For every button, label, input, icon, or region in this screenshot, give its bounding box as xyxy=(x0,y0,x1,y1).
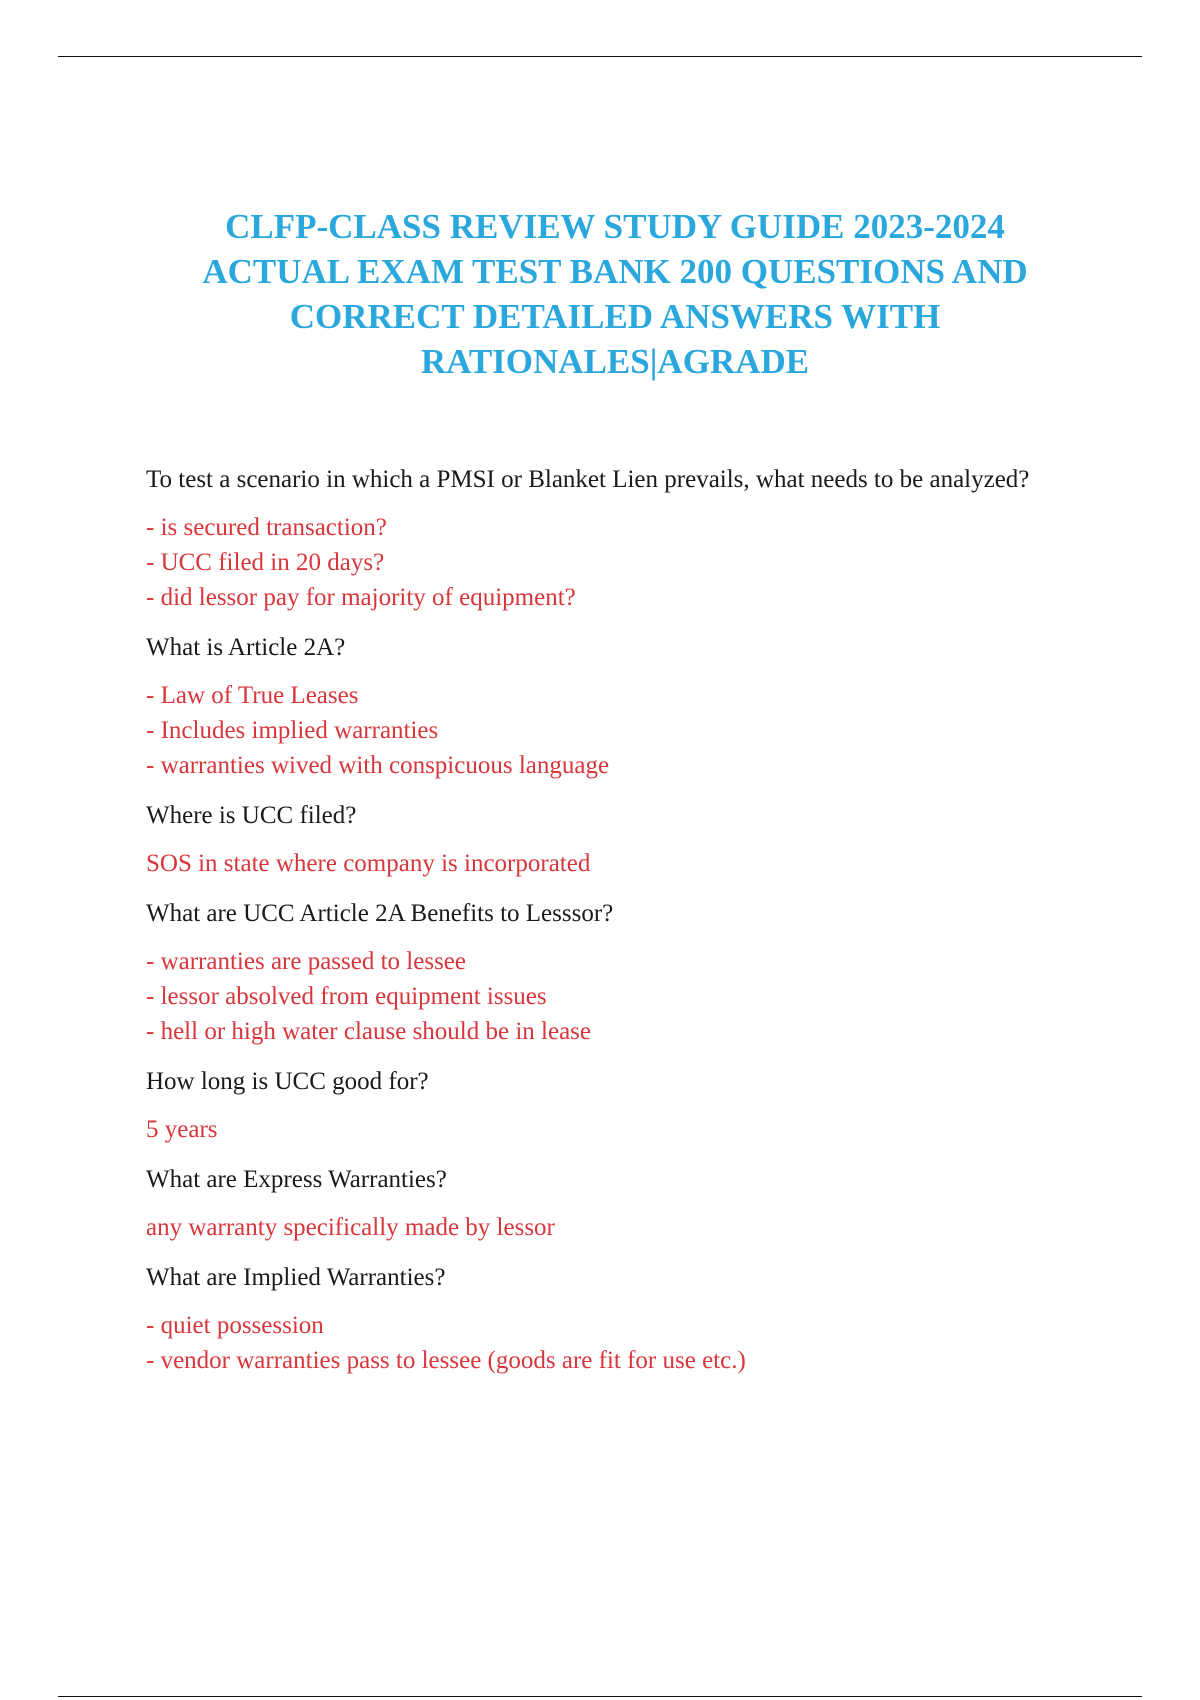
answer xyxy=(146,678,1066,783)
question: To test a scenario in which a PMSI or Blanket Lien prevails, what needs to be analyzed? xyxy=(146,466,1030,493)
question: How long is UCC good for? xyxy=(146,1068,429,1095)
question: Where is UCC filed? xyxy=(146,802,357,829)
bottom-rule xyxy=(58,1696,1142,1697)
answer-line: - did lessor pay for majority of equipment? xyxy=(146,584,576,611)
answer-line: - vendor warranties pass to lessee (goods are fit for use etc.) xyxy=(146,1347,746,1374)
qa-item xyxy=(146,1162,1066,1245)
qa-item xyxy=(146,798,1066,881)
title-line: CORRECT DETAILED ANSWERS WITH xyxy=(289,297,941,336)
qa-item xyxy=(146,896,1066,1049)
answer-line: 5 years xyxy=(146,1116,218,1143)
answer xyxy=(146,1210,1066,1245)
question: What are Express Warranties? xyxy=(146,1166,447,1193)
answer xyxy=(146,510,1066,615)
answer-line: any warranty specifically made by lessor xyxy=(146,1214,555,1241)
answer-line: - quiet possession xyxy=(146,1312,324,1339)
question: What are Implied Warranties? xyxy=(146,1264,446,1291)
answer-line: - is secured transaction? xyxy=(146,514,387,541)
qa-item xyxy=(146,1260,1066,1378)
answer-line: - Includes implied warranties xyxy=(146,717,439,744)
qa-item xyxy=(146,462,1066,615)
qa-item xyxy=(146,630,1066,783)
answer-line: - warranties wived with conspicuous language xyxy=(146,752,610,779)
answer xyxy=(146,944,1066,1049)
answer xyxy=(146,846,1066,881)
answer-line: - Law of True Leases xyxy=(146,682,359,709)
answer-line: SOS in state where company is incorporated xyxy=(146,850,591,877)
qa-item xyxy=(146,1064,1066,1147)
question: What are UCC Article 2A Benefits to Lesssor? xyxy=(146,900,614,927)
answer-line: - warranties are passed to lessee xyxy=(146,948,466,975)
answer xyxy=(146,1308,1066,1378)
title-line: ACTUAL EXAM TEST BANK 200 QUESTIONS AND xyxy=(202,252,1028,291)
answer-line: - hell or high water clause should be in lease xyxy=(146,1018,591,1045)
answer-line: - UCC filed in 20 days? xyxy=(146,549,385,576)
answer-line: - lessor absolved from equipment issues xyxy=(146,983,547,1010)
question: What is Article 2A? xyxy=(146,634,346,661)
title-line: RATIONALES|AGRADE xyxy=(420,342,810,381)
top-rule xyxy=(58,56,1142,57)
document-title xyxy=(140,204,1090,384)
title-line: CLFP-CLASS REVIEW STUDY GUIDE 2023-2024 xyxy=(225,207,1005,246)
answer xyxy=(146,1112,1066,1147)
qa-list xyxy=(146,462,1066,1393)
